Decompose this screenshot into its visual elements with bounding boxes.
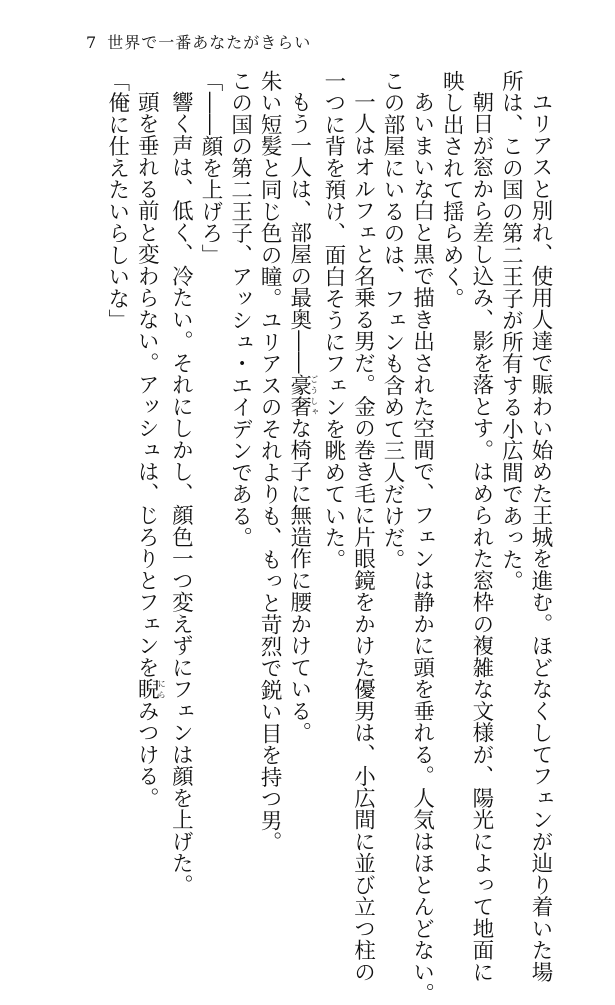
text-line: この部屋にいるのは、フェンも含めて三人だけだ。 <box>380 70 406 571</box>
text-line: 一つに背を預け、面白そうにフェンを眺めていた。 <box>320 70 346 571</box>
text-line: 「俺に仕えたいらしいな」 <box>104 70 130 331</box>
ruby-gosha: 豪奢ごうしゃ <box>286 373 319 418</box>
text-line: あいまいな白と黒で描き出された空間で、フェンは静かに頭を垂れる。人気はほとんどない。 <box>409 91 435 1005</box>
page-number: 7 <box>86 33 98 52</box>
text-line: 「――顔を上げろ」 <box>197 70 223 266</box>
running-header <box>86 30 311 53</box>
text-line: この国の第二王子、アッシュ・エイデンである。 <box>227 70 253 549</box>
text-line: 朱い短髪と同じ色の瞳。ユリアスのそれよりも、もっと苛烈で鋭い目を持つ男。 <box>257 70 283 853</box>
ruby-nira: 睨にら <box>134 678 167 700</box>
text-line: もう一人は、部屋の最奥――豪奢ごうしゃな椅子に無造作に腰かけている。 <box>286 91 319 744</box>
text-line: 頭を垂れる前と変わらない。アッシュは、じろりとフェンを睨にらみつける。 <box>134 91 167 809</box>
text-line: 一人はオルフェと名乗る男だ。金の巻き毛に片眼鏡をかけた優男は、小広間に並び立つ柱の <box>350 91 376 983</box>
chapter-title: 世界で一番あなたがきらい <box>107 33 312 52</box>
text-line: 響く声は、低く、冷たい。それにしかし、顔色一つ変えずにフェンは顔を上げた。 <box>168 91 194 896</box>
text-line: 映し出されて揺らめく。 <box>439 70 465 310</box>
text-line: 朝日が窓から差し込み、影を落とす。はめられた窓枠の複雑な文様が、陽光によって地面に <box>468 91 494 983</box>
vertical-body-text <box>102 70 555 1005</box>
text-line: ユリアスと別れ、使用人達で賑わい始めた王城を進む。ほどなくしてフェンが辿り着いた場 <box>528 91 553 983</box>
text-line: 所は、この国の第二王子が所有する小広間であった。 <box>498 70 524 592</box>
